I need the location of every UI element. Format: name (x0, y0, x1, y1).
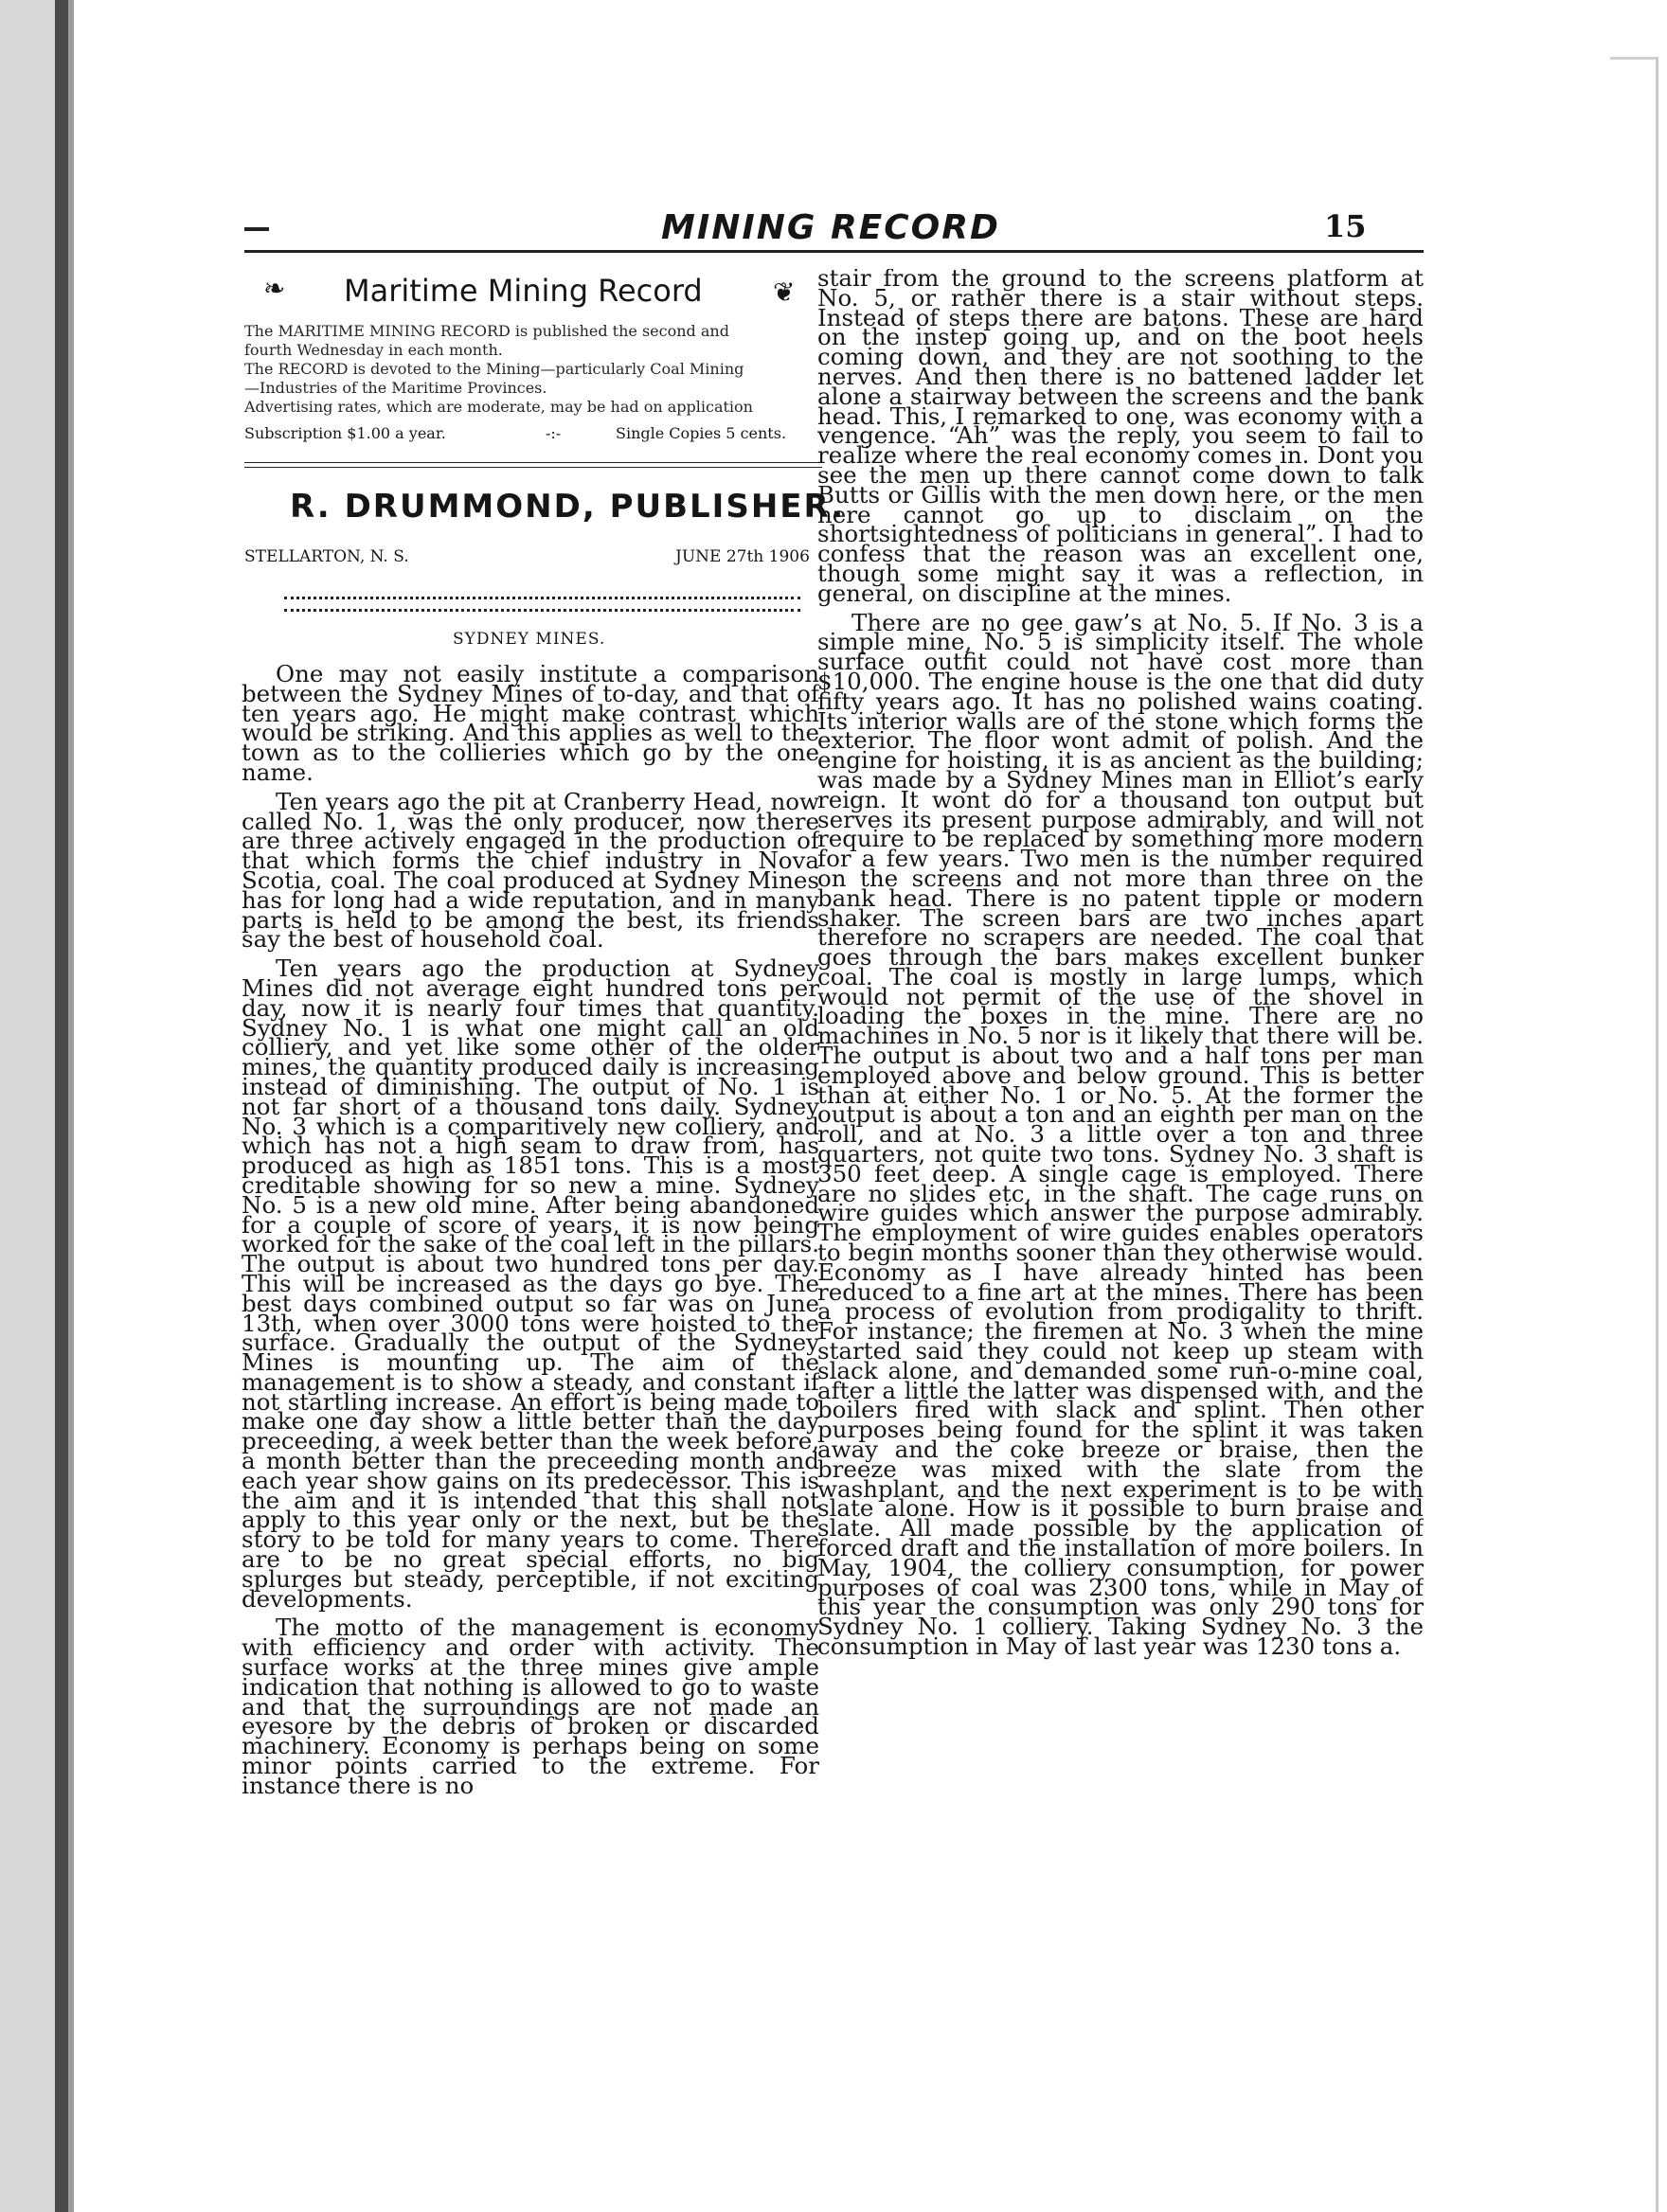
article-title: SYDNEY MINES. (453, 630, 606, 649)
dotted-divider (284, 597, 800, 612)
running-head-title: MINING RECORD (661, 208, 1000, 247)
masthead-ornament-left-icon: ❧ (263, 273, 286, 304)
masthead-rule (244, 462, 822, 468)
dateline-place: STELLARTON, N. S. (244, 547, 409, 566)
page-binding-edge (55, 0, 68, 2212)
article-column-right (817, 269, 1424, 2002)
masthead-note: fourth Wednesday in each month. (244, 341, 503, 359)
subscription-rate: Subscription $1.00 a year. (244, 424, 446, 442)
page-binding-shadow (0, 0, 55, 2212)
publisher-heading: R. DRUMMOND, PUBLISHER. (290, 488, 846, 526)
page-corner (1610, 57, 1658, 60)
running-head (244, 206, 1424, 252)
paragraph: One may not easily institute a comparison between the Sydney Mines of to-day, and that of ten years ago. He might make contrast which would be striking. And this applies as well to the town as to the collieries which go by the one name. (242, 665, 819, 786)
paragraph: There are no gee gaw’s at No. 5. If No. 3 is a simple mine, No. 5 is simplicity itself. The whole surface outfit could not have cost more than $10,000. The engine house is the one that did duty fifty years ago. It has no polished wains coating. Its interior walls are of the stone which forms the exterior. The floor wont admit of polish. And the engine for hoisting, it is as ancient as the building; was made by a Sydney Mines man in Elliot’s early reign. It wont do for a thousand ton output but serves its present purpose admirably, and will not require to be replaced by something more modern for a few years. Two men is the number required on the screens and not more than three on the bank head. There is no patent tipple or modern shaker. The screen bars are two inches apart therefore no scrapers are needed. The coal that goes through the bars makes excellent bunker coal. The coal is mostly in large lumps, which would not permit of the use of the shovel in loading the boxes in the mine. There are no machines in No. 5 nor is it likely that there will be. The output is about two and a half tons per man employed above and below ground. This is better than at either No. 1 or No. 5. At the former the output is about a ton and an eighth per man on the roll, and at No. 3 a little over a ton and three quarters, not quite two tons. Sydney No. 3 shaft is 350 feet deep. A single cage is employed. There are no slides etc, in the shaft. The cage runs on wire guides which answer the purpose admirably. The employment of wire guides enables operators to begin months sooner than they otherwise would. Economy as I have already hinted has been reduced to a fine art at the mines. There has been a process of evolution from prodigality to thrift. For instance; the firemen at No. 3 when the mine started said they could not keep up steam with slack alone, and demanded some run-o-mine coal, after a little the latter was dispensed with, and the boilers fired with slack and splint. Then other purposes being found for the splint it was taken away and the coke breeze or braise, then the breeze was mixed with the slate from the washplant, and the next experiment is to be with slate alone. How is it possible to burn braise and slate. All made possible by the application of forced draft and the installation of more boilers. In May, 1904, the colliery consumption, for power purposes of coal was 2300 tons, while in May of this year the consumption was only 290 tons for Sydney No. 1 colliery. Taking Sydney No. 3 the consumption in May of last year was 1230 tons a. (817, 608, 1424, 1660)
paragraph: stair from the ground to the screens platform at No. 5, or rather there is a stair without steps. Instead of steps there are batons. These are hard on the instep going up, and on the boot heels coming down, and they are not soothing to the nerves. And then there is no battened ladder let alone a stairway between the screens and the bank head. This, I remarked to one, was economy with a vengence. “Ah” was the reply, you seem to fail to realize where the real economy comes in. Dont you see the men up there cannot come down to talk Butts or Gillis with the men down here, or the men here cannot go up to disclaim on the shortsightedness of politicians in general”. I had to confess that the reason was an excellent one, though some might say it was a reflection, in general, on discipline at the mines. (817, 269, 1424, 607)
subscription-separator: -:- (546, 424, 562, 442)
single-copy-price: Single Copies 5 cents. (616, 424, 787, 442)
paragraph: The motto of the management is economy with efficiency and order with activity. The surface works at the three mines give ample indication that nothing is allowed to go to waste and that the surroundings are not made an eyesore by the debris of broken or discarded machinery. Economy is perhaps being on some minor points carried to the extreme. For instance there is no (242, 1614, 819, 1799)
page-binding-gutter (68, 0, 74, 2212)
masthead (244, 273, 822, 472)
paragraph: Ten years ago the production at Sydney Mines did not average eight hundred tons per day, now it is nearly four times that quantity. Sydney No. 1 is what one might call an old colliery, and yet like some other of the older mines, the quantity produced daily is increasing instead of diminishing. The output of No. 1 is not far short of a thousand tons daily. Sydney No. 3 which is a comparitively new colliery, and which has not a high seam to draw from, has produced as high as 1851 tons. This is a most creditable showing for so new a mine. Sydney No. 5 is a new old mine. After being abandoned for a couple of score of years, it is now being worked for the sake of the coal left in the pillars. The output is about two hundred tons per day. This will be increased as the days go bye. The best days combined output so far was on June 13th, when over 3000 tons were hoisted to the surface. Gradually the output of the Sydney Mines is mounting up. The aim of the management is to show a steady, and constant if not startling increase. An effort is being made to make one day show a little better than the day preceeding, a week better than the week before, a month better than the preceeding month and each year show gains on its predecessor. This is the aim and it is intended that this shall not apply to this year only or the next, but be the story to be told for many years to come. There are to be no great special efforts, no big splurges but steady, perceptible, if not exciting developments. (242, 954, 819, 1613)
dateline-date: JUNE 27th 1906 (675, 547, 810, 566)
article-column-left (242, 665, 819, 2000)
page-right-edge (1656, 57, 1658, 2212)
masthead-note: The RECORD is devoted to the Mining—particularly Coal Mining (244, 360, 744, 378)
running-head-rule (244, 250, 1424, 253)
running-head-mark (244, 227, 269, 231)
masthead-note: The MARITIME MINING RECORD is published the second and (244, 322, 729, 340)
paragraph: Ten years ago the pit at Cranberry Head, now called No. 1, was the only producer, now there are three actively engaged in the production of that which forms the chief industry in Nova Scotia, coal. The coal produced at Sydney Mines has for long had a wide reputation, and in many parts is held to be among the best, its friends say the best of household coal. (242, 787, 819, 954)
masthead-note: Advertising rates, which are moderate, may be had on application (244, 398, 753, 416)
masthead-title: Maritime Mining Record (344, 273, 703, 309)
masthead-notes (244, 322, 822, 417)
masthead-note: —Industries of the Maritime Provinces. (244, 379, 547, 397)
masthead-ornament-right-icon: ❦ (773, 276, 796, 308)
page-number: 15 (1324, 208, 1367, 244)
